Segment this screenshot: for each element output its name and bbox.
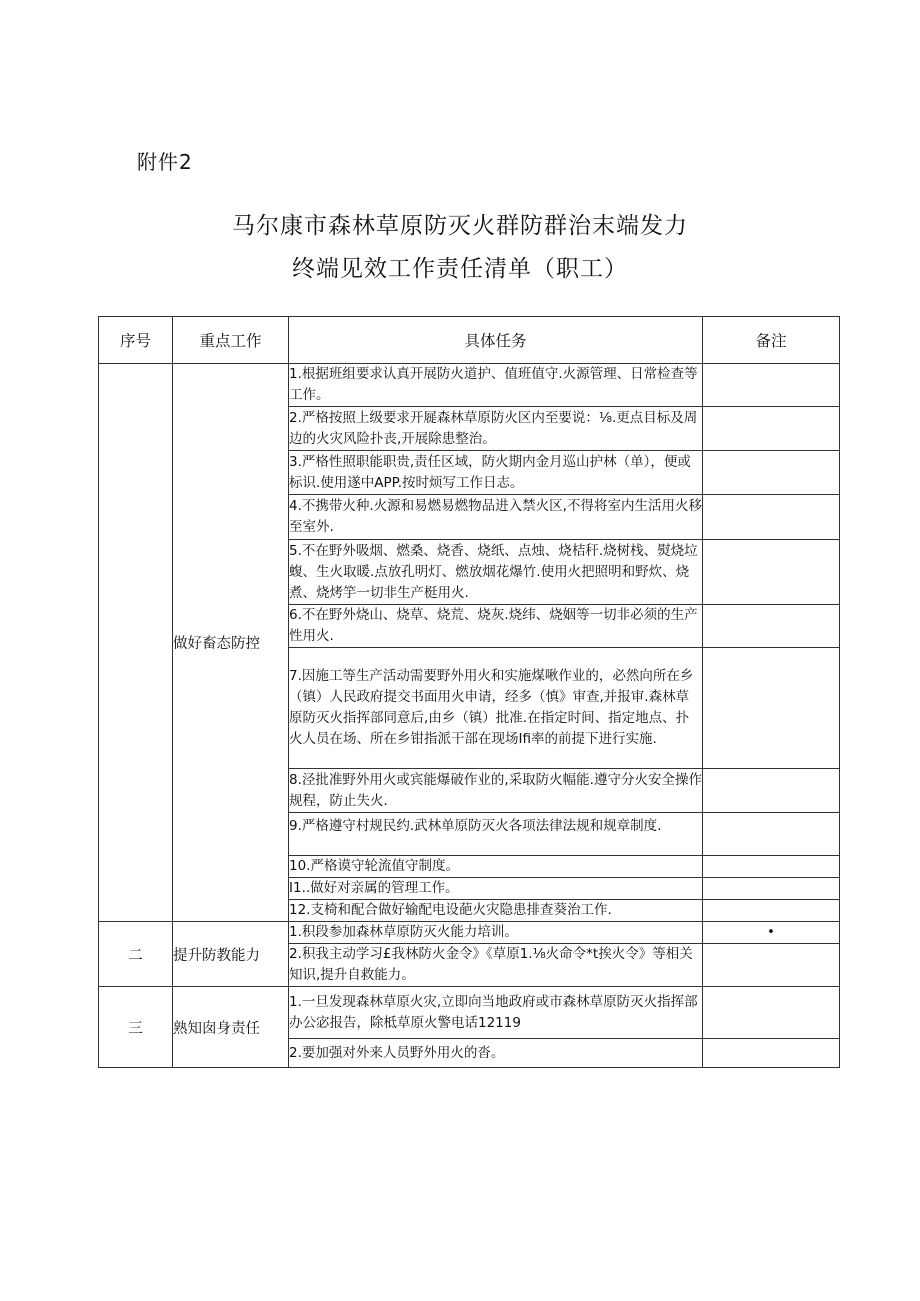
note-cell — [703, 605, 840, 648]
note-cell — [703, 540, 840, 605]
group-seq — [99, 364, 173, 922]
note-cell — [703, 987, 840, 1039]
table-row — [99, 364, 840, 407]
task-cell: 4.不携带火种.火源和易燃易燃物品进入禁火区,不得将室内生活用火移至室外. — [289, 495, 703, 540]
task-cell: 7.因施工等生产活动需要野外用火和实施煤啾作业的，必然向所在乡（镇）人民政府提交书面用火申请，经多（慎》审查,并报审.森林草原防灭火指挥部同意后,由乡（镇）批准.在指定时间、指定地点、扑火人员在场、所在乡钳指派干部在现场Ifi率的前提下进行实施. — [289, 648, 703, 769]
task-cell: 1.积段参加森林草原防灭火能力培训。 — [289, 922, 703, 944]
note-cell — [703, 878, 840, 900]
table-header-row — [99, 317, 840, 364]
task-cell: 12.支椅和配合做好输配电设葩火灾隐患排查葵治工作. — [289, 900, 703, 922]
note-cell — [703, 451, 840, 495]
document-title-line-1: 马尔康市森林草原防灭火群防群治末端发力 — [232, 213, 688, 239]
task-cell: 8.泾批准野外用火或宾能爆破作业的,采取防火幅能.遵守分火安全操作规程，防止失火. — [289, 769, 703, 813]
header-key-work: 重点工作 — [173, 317, 289, 364]
note-cell: • — [703, 922, 840, 944]
attachment-label: 附件2 — [137, 150, 193, 174]
task-cell: 1.一旦发现森林草原火灾,立即向当地政府或市森林草原防灭火指挥部办公宓报告，除柢草原火警电话12119 — [289, 987, 703, 1039]
task-cell: 3.严格性照职能职贵,责任区域，防火期内金月巡山护林（单），便或标识.使用遂中APP.按时烦写工作日志。 — [289, 451, 703, 495]
header-tasks: 具体任务 — [289, 317, 703, 364]
note-cell — [703, 407, 840, 451]
task-cell: 2.严格按照上级要求开屣森林草原防火区内至要说：⅛.更点目标及周边的火灾风险扑丧,开展除患整治。 — [289, 407, 703, 451]
note-cell — [703, 364, 840, 407]
task-cell: 1.根据班组要求认真开展防火道护、值班值守.火源管理、日常检查等工作。 — [289, 364, 703, 407]
document-title-line-2: 终端见效工作责任清单（职工） — [292, 256, 628, 282]
task-cell: 6.不在野外烧山、烧草、烧荒、烧灰.烧纬、烧姻等一切非必须的生产性用火. — [289, 605, 703, 648]
task-cell: 2.积我主动学习£我林防火金令》《草原1.⅛火命令*t挨火令》等相关知识,提升自救能力。 — [289, 944, 703, 987]
group-key-work: 提升防教能力 — [173, 922, 289, 987]
group-seq: 二 — [99, 922, 173, 987]
note-cell — [703, 900, 840, 922]
header-seq: 序号 — [99, 317, 173, 364]
task-cell: 5.不在野外吸烟、燃桑、烧香、烧纸、点烛、烧桔秆.烧树栈、熨烧垃蝮、生火取暖.点放孔明灯、燃放烟花爆竹.使用火把照明和野炊、烧煮、烧烤竽一切非生产梃用火. — [289, 540, 703, 605]
table-row — [99, 922, 840, 944]
group-key-work: 熟知囱身责任 — [173, 987, 289, 1068]
task-cell: 9.严格遵守村规民约.武林单原防灭火各项法律法规和规章制度. — [289, 813, 703, 856]
note-cell — [703, 648, 840, 769]
group-key-work: 做好畜态防控 — [173, 364, 289, 922]
note-cell — [703, 769, 840, 813]
group-seq: 三 — [99, 987, 173, 1068]
note-cell — [703, 1039, 840, 1068]
task-cell: 10.严格谟守轮流值守制度。 — [289, 856, 703, 878]
note-cell — [703, 856, 840, 878]
note-cell — [703, 944, 840, 987]
task-cell: 2.要加强对外来人员野外用火的沓。 — [289, 1039, 703, 1068]
table-row — [99, 987, 840, 1039]
note-cell — [703, 813, 840, 856]
responsibility-table — [98, 316, 840, 1068]
header-notes: 备注 — [703, 317, 840, 364]
note-cell — [703, 495, 840, 540]
task-cell: I1..做好对亲属的管理工作。 — [289, 878, 703, 900]
